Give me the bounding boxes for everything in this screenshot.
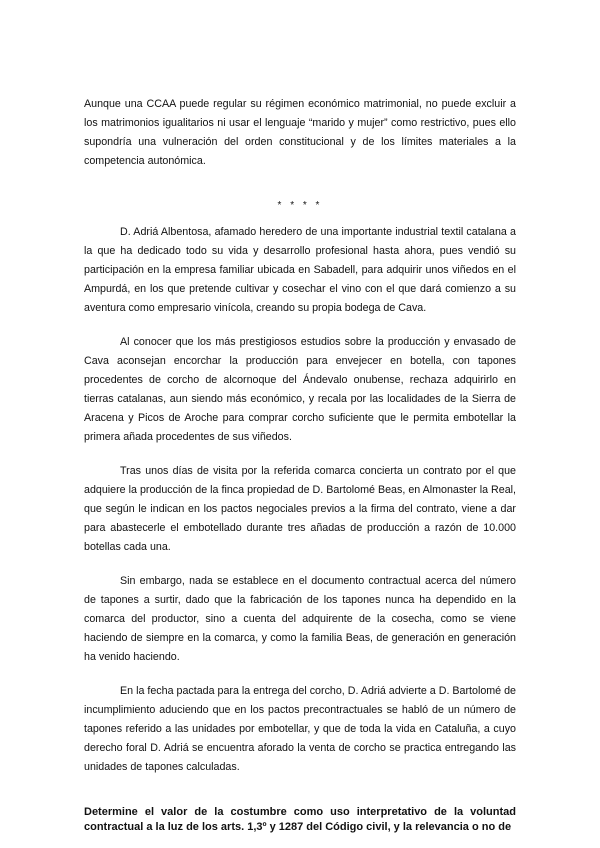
- paragraph-1: D. Adriá Albentosa, afamado heredero de una importante industrial textil catalana a la que ha dedicado todo su vida y desarrollo profesional hasta ahora, pues vendió su participación en la empresa familiar ubicada en Sabadell, para adquirir unos viñedos en el Ampurdá, en los que pretende cultivar y cosechar el vino con el que dará comienzo a su aventura como empresario vinícola, creando su propia bodega de Cava.: [84, 226, 516, 314]
- paragraph-5: En la fecha pactada para la entrega del corcho, D. Adriá advierte a D. Bartolomé de incumplimiento aduciendo que en los pactos precontractuales se habló de un número de tapones referido a las unidades por embotellar, y que de toda la vida en Cataluña, a cuyo derecho foral D. Adriá se encuentra aforado la venta de corcho se practica entregando las unidades de tapones calculadas.: [84, 685, 516, 773]
- section-separator: * * * *: [277, 200, 323, 211]
- paragraph-3: Tras unos días de visita por la referida comarca concierta un contrato por el que adquiere la producción de la finca propiedad de D. Bartolomé Beas, en Almonaster la Real, que según le indican en los pactos negociales previos a la firma del contrato, viene a dar para abastecerle el embotellado durante tres añadas de producción a razón de 10.000 botellas cada una.: [84, 465, 516, 553]
- intro-paragraph: Aunque una CCAA puede regular su régimen económico matrimonial, no puede excluir a los matrimonios igualitarios ni usar el lenguaje “marido y mujer” como restrictivo, pues ello supondría una vulneración del orden constitucional y de los límites materiales a la competencia autonómica.: [84, 98, 516, 167]
- paragraph-4: Sin embargo, nada se establece en el documento contractual acerca del número de tapones a surtir, dado que la fabricación de los tapones nunca ha dependido en la comarca del productor, sino a cuenta del adquirente de la cosecha, como se viene haciendo de siempre en la comarca, y como la familia Beas, de generación en generación ha venido haciendo.: [84, 575, 516, 663]
- paragraph-2: Al conocer que los más prestigiosos estudios sobre la producción y envasado de Cava aconsejan encorchar la producción para envejecer en botella, con tapones procedentes de corcho de alcornoque del Ándevalo onubense, rechaza adquirirlo en tierras catalanas, aun siendo más económico, y recala por las localidades de la Sierra de Aracena y Picos de Aroche para comprar corcho suficiente que le permita embotellar la primera añada procedentes de sus viñedos.: [84, 336, 516, 443]
- document-body: [84, 95, 516, 846]
- exercise-question: Determine el valor de la costumbre como uso interpretativo de la voluntad contractual a la luz de los arts. 1,3º y 1287 del Código civil, y la relevancia o no de: [84, 806, 516, 833]
